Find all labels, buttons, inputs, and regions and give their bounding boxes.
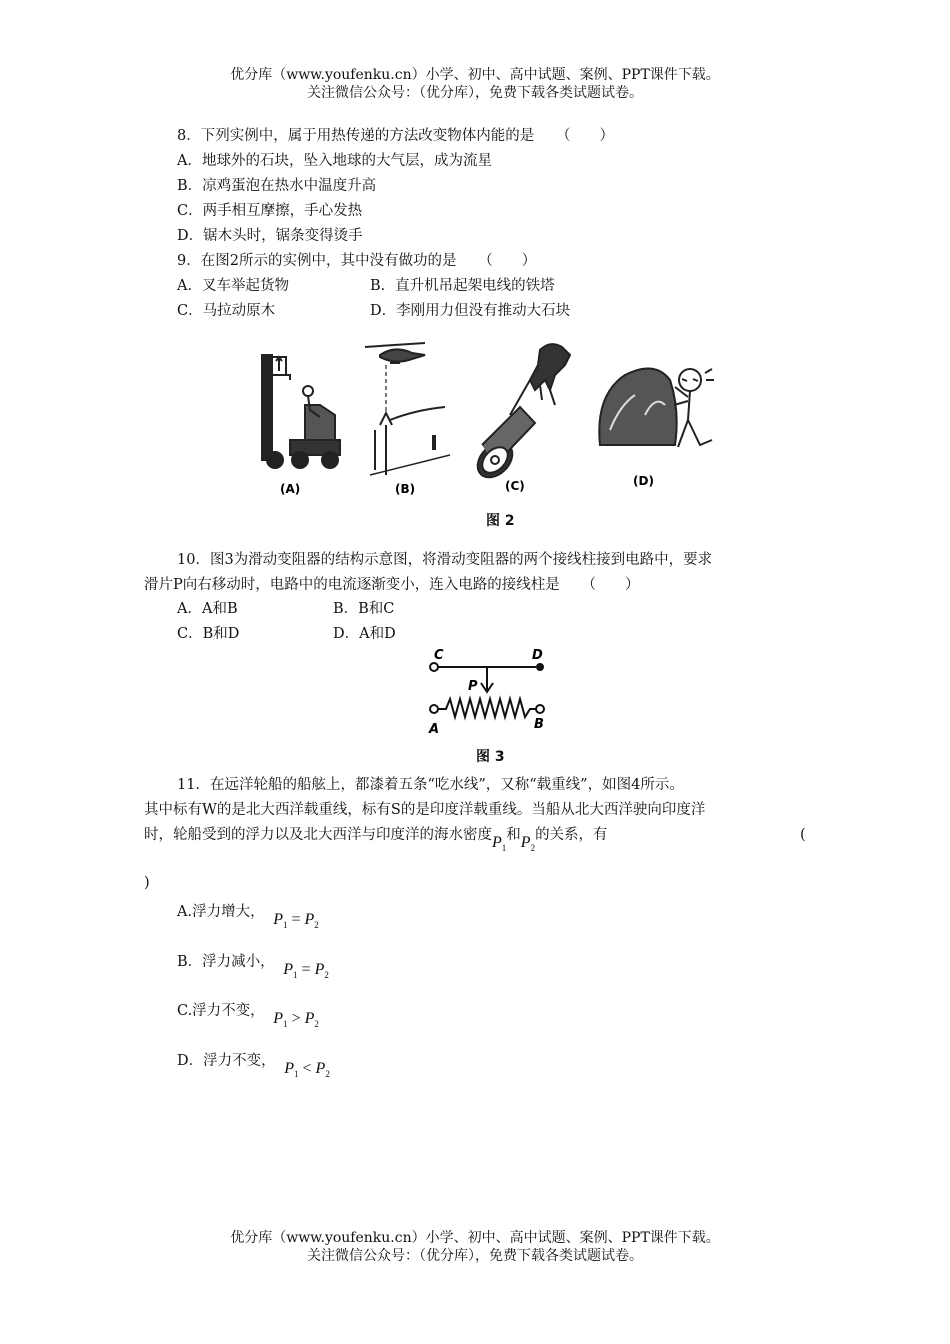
q10-option-b: B．B和C [333,601,395,617]
figure-2-drawings [250,335,750,505]
figure-2 [250,335,750,505]
q11-option-c-formula: $P_1 > P_2$ [273,1010,319,1030]
fig3-label-p: P [468,679,478,694]
fig2-label-a: (A) [280,482,301,496]
header-line-1: 优分库（www.youfenku.cn）小学、初中、高中试题、案例、PPT课件下载。 [230,67,720,83]
q10-stem-2: 滑片P向右移动时，电路中的电流逐渐变小，连入电路的接线柱是 （ ） [144,577,640,593]
fig3-label-c: C [434,648,444,663]
q11-stem-3b: 的关系，有 [535,827,608,843]
q10-stem-1: 10．图3为滑动变阻器的结构示意图，将滑动变阻器的两个接线柱接到电路中，要求 [177,552,713,568]
rho1-symbol: $P_1$ [492,834,507,854]
fig3-label-b: B [534,717,544,732]
q8-option-a: A．地球外的石块，坠入地球的大气层，成为流星 [177,153,492,169]
q11-option-b: B．浮力减小， $P_1 = P_2$ [177,954,329,981]
rho2-symbol: $P_2$ [520,834,536,854]
fig3-label-a: A [429,722,440,737]
q8-option-d: D．锯木头时，锯条变得烫手 [177,228,363,244]
q9-stem: 9．在图2所示的实例中，其中没有做功的是 （ ） [177,253,537,269]
q11-option-c: C.浮力不变， $P_1 > P_2$ [177,1003,319,1030]
q11-option-a-formula: $P_1 = P_2$ [273,911,319,931]
q11-stem-3a: 时，轮船受到的浮力以及北大西洋与印度洋的海水密度 [144,827,492,843]
q10-option-d: D．A和D [333,626,396,642]
q8-stem: 8．下列实例中，属于用热传递的方法改变物体内能的是 （ ） [177,128,614,144]
q11-option-d-formula: $P_1 < P_2$ [284,1060,330,1080]
q8-option-b: B．凉鸡蛋泡在热水中温度升高 [177,178,377,194]
q11-stem-2: 其中标有W的是北大西洋载重线，标有S的是印度洋载重线。当船从北大西洋驶向印度洋 [144,802,706,818]
q9-option-c: C．马拉动原木 [177,303,276,319]
man-rock-illustration [599,369,714,447]
footer-line-1: 优分库（www.youfenku.cn）小学、初中、高中试题、案例、PPT课件下载。 [230,1230,720,1246]
figure-3 [420,645,555,740]
horse-log-illustration [471,344,570,484]
fig2-label-d: (D) [633,474,654,488]
fig3-label-d: D [532,648,543,663]
fig2-label-b: (B) [395,482,416,496]
q11-option-d: D．浮力不变， $P_1 < P_2$ [177,1053,330,1080]
q11-paren-close: ) [144,875,150,891]
fig2-label-c: (C) [505,479,525,493]
q11-stem-1: 11．在远洋轮船的船舷上，都漆着五条“吃水线”，又称“载重线”，如图4所示。 [177,777,684,793]
q8-option-c: C．两手相互摩擦，手心发热 [177,203,363,219]
q10-option-a: A．A和B [177,601,238,617]
fig2-caption: 图 2 [486,513,515,529]
q11-option-a: A.浮力增大， $P_1 = P_2$ [177,904,319,931]
q10-option-c: C．B和D [177,626,240,642]
forklift-illustration [262,355,340,468]
fig3-caption: 图 3 [476,749,505,765]
q9-option-d: D．李刚用力但没有推动大石块 [370,303,571,319]
helicopter-illustration [365,343,450,475]
header-line-2: 关注微信公众号：（优分库），免费下载各类试题试卷。 [307,85,643,101]
footer-line-2: 关注微信公众号：（优分库），免费下载各类试题试卷。 [307,1248,643,1264]
q9-option-a: A．叉车举起货物 [177,278,289,294]
rheostat-diagram [420,645,555,740]
q9-option-b: B．直升机吊起架电线的铁塔 [370,278,555,294]
q11-paren-open: ( [800,827,806,843]
q11-stem-3 [144,825,608,854]
q11-and: 和 [506,827,521,843]
q11-option-b-formula: $P_1 = P_2$ [283,961,329,981]
